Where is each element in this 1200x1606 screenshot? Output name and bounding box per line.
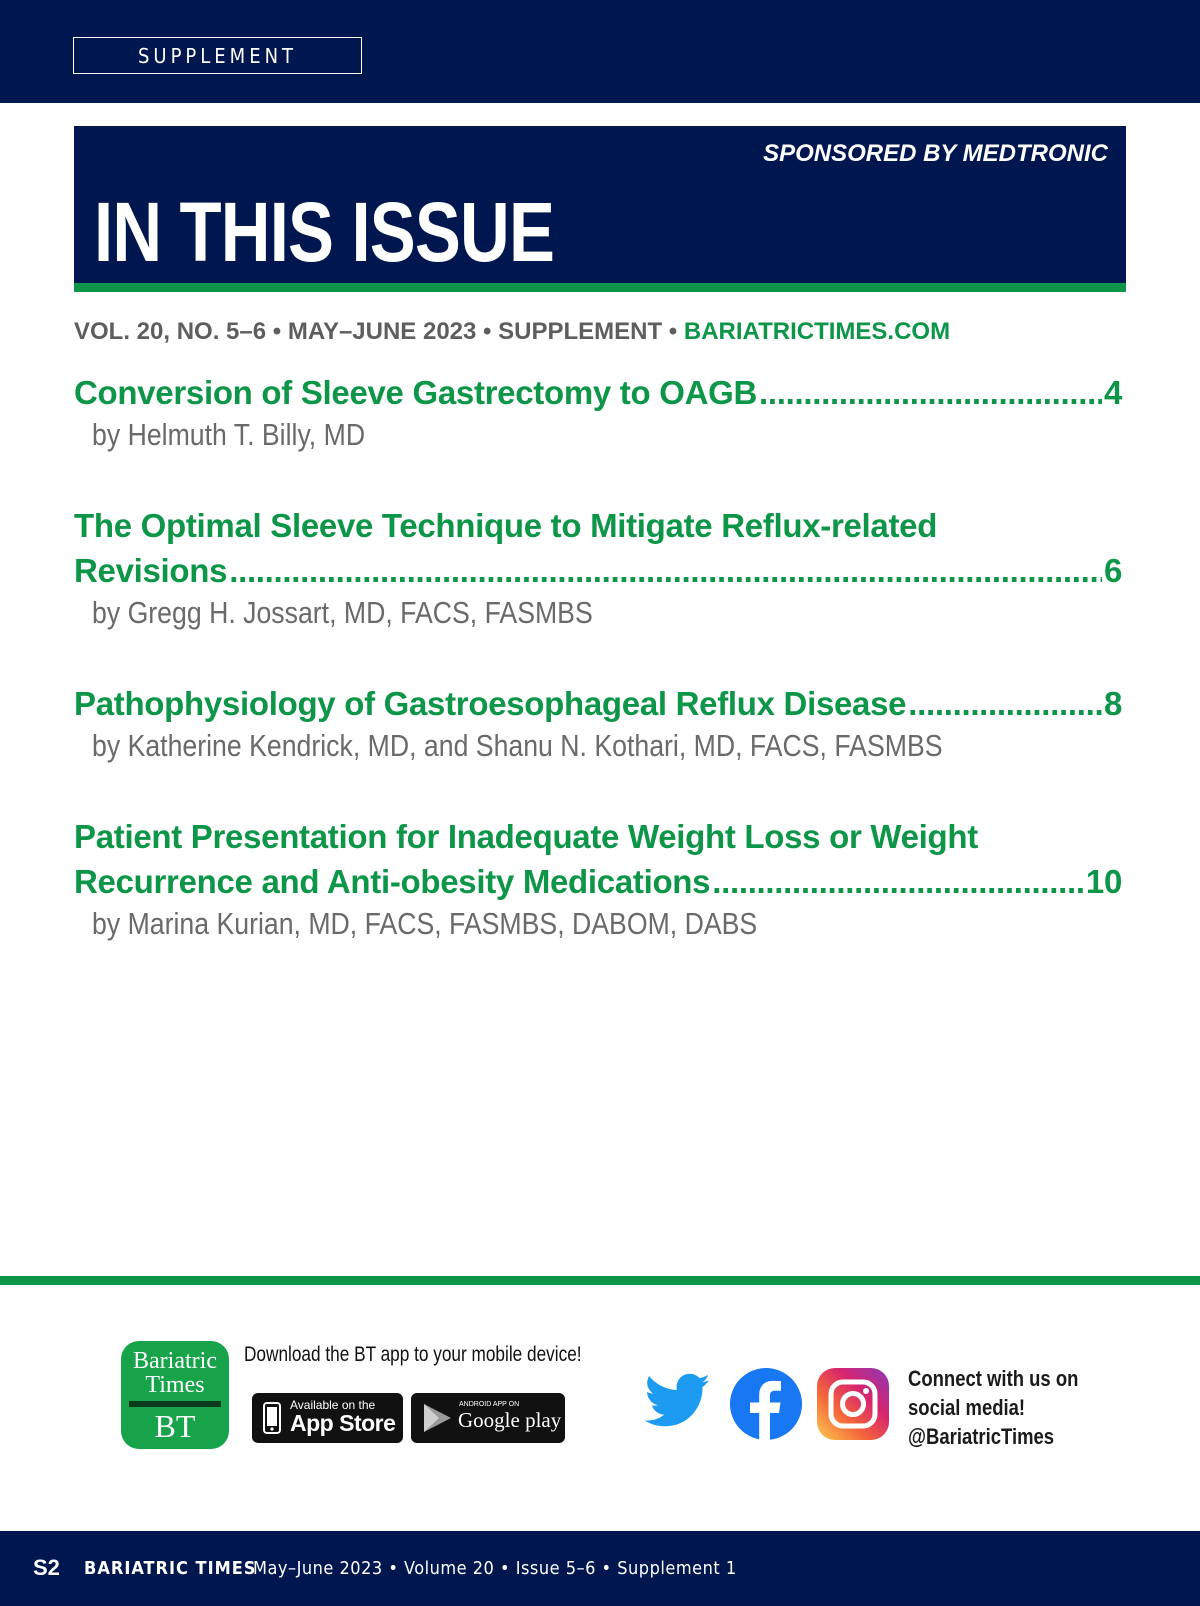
- toc-entry-3[interactable]: [74, 681, 1122, 766]
- issue-info: May–June 2023 • Volume 20 • Issue 5–6 • Supplement 1: [253, 1558, 737, 1579]
- magazine-name: BARIATRIC TIMES: [84, 1558, 257, 1579]
- instagram-icon[interactable]: [816, 1367, 890, 1441]
- toc-author: by Gregg H. Jossart, MD, FACS, FASMBS: [92, 595, 593, 630]
- download-prompt: Download the BT app to your mobile device!: [244, 1343, 582, 1366]
- issue-header: [74, 126, 1126, 283]
- footer-divider: [0, 1276, 1200, 1285]
- header-divider: [74, 283, 1126, 292]
- volume-info: VOL. 20, NO. 5–6 • MAY–JUNE 2023 • SUPPLEMENT •: [74, 318, 684, 345]
- toc-page-number: 10: [1085, 863, 1122, 900]
- toc-entry-1[interactable]: [74, 370, 1122, 455]
- twitter-icon[interactable]: [645, 1373, 711, 1429]
- toc-title: Recurrence and Anti-obesity Medications: [74, 863, 711, 900]
- app-store-badge[interactable]: Available on the App Store: [252, 1393, 403, 1443]
- supplement-label: SUPPLEMENT: [73, 37, 362, 74]
- toc-page-number: 4: [1103, 374, 1122, 411]
- toc-author: by Marina Kurian, MD, FACS, FASMBS, DABOM, DABS: [92, 906, 758, 941]
- toc-title-line: The Optimal Sleeve Technique to Mitigate Reflux-related: [74, 507, 938, 544]
- bt-app-logo[interactable]: Bariatric Times BT: [121, 1341, 229, 1449]
- sponsor-text: SPONSORED BY MEDTRONIC: [763, 140, 1108, 167]
- page-title: IN THIS ISSUE: [94, 185, 555, 279]
- toc-author: by Katherine Kendrick, MD, and Shanu N. Kothari, MD, FACS, FASMBS: [92, 728, 943, 763]
- toc-author: by Helmuth T. Billy, MD: [92, 417, 366, 452]
- toc-title: Pathophysiology of Gastroesophageal Reflux Disease: [74, 685, 907, 722]
- google-play-icon: [421, 1402, 453, 1434]
- toc-entry-2[interactable]: [74, 503, 1122, 633]
- page-number: S2: [33, 1555, 60, 1580]
- toc-title: Revisions: [74, 552, 228, 589]
- toc-entry-4[interactable]: [74, 814, 1122, 944]
- page-footer: [0, 1531, 1200, 1606]
- website-link[interactable]: BARIATRICTIMES.COM: [683, 318, 951, 345]
- social-connect-text: Connect with us on social media! @BariatricTimes: [908, 1366, 1079, 1449]
- volume-line: [74, 318, 950, 346]
- toc-page-number: 6: [1103, 552, 1122, 589]
- toc-title: Conversion of Sleeve Gastrectomy to OAGB: [74, 374, 758, 411]
- facebook-icon[interactable]: [729, 1367, 803, 1441]
- social-handle[interactable]: @BariatricTimes: [908, 1424, 1055, 1449]
- table-of-contents: [74, 370, 1122, 992]
- toc-page-number: 8: [1103, 685, 1122, 722]
- apple-phone-icon: [262, 1402, 282, 1434]
- toc-title-line: Patient Presentation for Inadequate Weight Loss or Weight: [74, 818, 978, 855]
- google-play-badge[interactable]: ANDROID APP ON Google play: [411, 1393, 565, 1443]
- top-banner: [0, 0, 1200, 103]
